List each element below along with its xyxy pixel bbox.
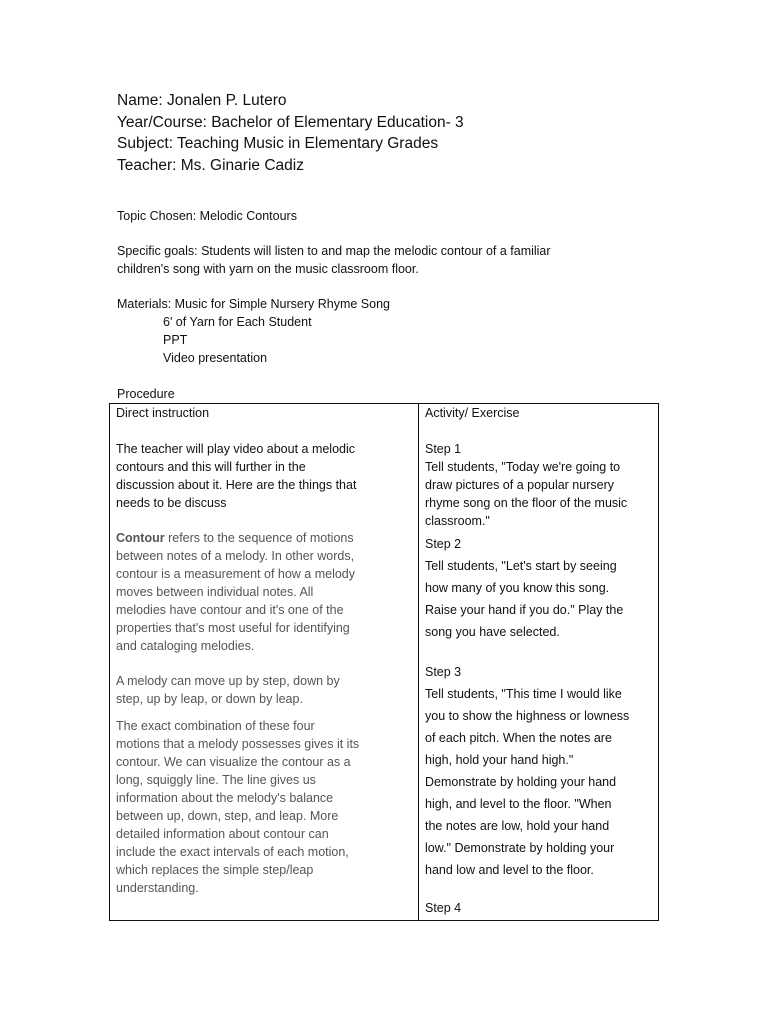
course-label: Year/Course: [117, 113, 212, 131]
text-line: of each pitch. When the notes are [425, 731, 612, 745]
material-item: PPT [163, 333, 188, 347]
text-line: properties that's most useful for identifying [116, 621, 350, 635]
subject-label: Subject: [117, 135, 178, 152]
text-line: you to show the highness or lowness [425, 709, 630, 723]
text-line: song you have selected. [425, 625, 560, 639]
subject-value: Teaching Music in Elementary Grades [177, 135, 439, 152]
text-line: low." Demonstrate by holding your [425, 841, 615, 855]
text-line: A melody can move up by step, down by [116, 674, 340, 688]
text-line: draw pictures of a popular nursery [425, 478, 614, 492]
direct-instruction-cell [110, 404, 419, 921]
text-line: the notes are low, hold your hand [425, 819, 610, 833]
materials-label: Materials: Music for Simple Nursery Rhyme Song [117, 297, 390, 311]
goals-line: children's song with yarn on the music classroom floor. [117, 262, 419, 276]
text-line: high, hold your hand high." [425, 753, 574, 767]
teacher-line [117, 155, 464, 177]
text-line: classroom." [425, 514, 490, 528]
text-line: how many of you know this song. [425, 581, 610, 595]
material-item: 6' of Yarn for Each Student [163, 315, 312, 329]
text-line: detailed information about contour can [116, 827, 329, 841]
procedure-table [109, 403, 659, 921]
contour-paragraph [116, 529, 412, 655]
name-label: Name: [117, 92, 167, 109]
text-line: Tell students, "Let's start by seeing [425, 559, 617, 573]
subject-line [117, 133, 464, 155]
procedure-label: Procedure [117, 387, 175, 401]
step-3-block [425, 661, 652, 881]
step-label: Step 4 [425, 901, 462, 915]
student-info-header [117, 90, 464, 176]
text-line: between up, down, step, and leap. More [116, 809, 339, 823]
text-line: contour is a measurement of how a melody [116, 567, 356, 581]
contour-term: Contour [116, 531, 165, 545]
text-line: understanding. [116, 881, 199, 895]
text-line: long, squiggly line. The line gives us [116, 773, 316, 787]
text-line: high, and level to the floor. "When [425, 797, 612, 811]
text-line: The teacher will play video about a melodic [116, 442, 356, 456]
intro-paragraph [116, 440, 412, 512]
material-item: Video presentation [163, 351, 268, 365]
activity-exercise-header: Activity/ Exercise [425, 406, 520, 420]
text-line: discussion about it. Here are the things that [116, 478, 357, 492]
name-line [117, 90, 464, 112]
goals-line: Specific goals: Students will listen to and map the melodic contour of a familiar [117, 244, 551, 258]
student-name: Jonalen P. Lutero [166, 92, 287, 109]
teacher-value: Ms. Ginarie Cadiz [180, 156, 304, 174]
text-line: Tell students, "This time I would like [425, 687, 622, 701]
text-line: Tell students, "Today we're going to [425, 460, 621, 474]
step-4-block [425, 899, 652, 917]
text-line: contour. We can visualize the contour as a [116, 755, 351, 769]
course-value: Bachelor of Elementary Education- 3 [211, 113, 464, 131]
combination-paragraph [116, 717, 412, 897]
materials-list [117, 295, 390, 367]
step-label: Step 3 [425, 665, 462, 679]
text-line: rhyme song on the floor of the music [425, 496, 628, 510]
text-line: moves between individual notes. All [116, 585, 314, 599]
text-line: The exact combination of these four [116, 719, 315, 733]
activity-exercise-cell [419, 404, 659, 921]
motion-paragraph [116, 672, 412, 708]
text-line [116, 529, 412, 547]
text-line: motions that a melody possesses gives it its [116, 737, 360, 751]
step-label: Step 1 [425, 442, 462, 456]
specific-goals [117, 242, 551, 278]
step-label: Step 2 [425, 537, 462, 551]
text-segment: refers to the sequence of motions [164, 531, 354, 545]
step-1-block [425, 440, 652, 530]
text-line: needs to be discuss [116, 496, 227, 510]
text-line: step, up by leap, or down by leap. [116, 692, 303, 706]
teacher-label: Teacher: [117, 156, 181, 174]
step-2-block [425, 533, 652, 643]
text-line: contours and this will further in the [116, 460, 306, 474]
text-line: which replaces the simple step/leap [116, 863, 314, 877]
text-line: Raise your hand if you do." Play the [425, 603, 624, 617]
text-line: between notes of a melody. In other words, [116, 549, 355, 563]
topic-line: Topic Chosen: Melodic Contours [117, 209, 297, 223]
course-line [117, 112, 464, 134]
direct-instruction-header: Direct instruction [116, 406, 210, 420]
text-line: Demonstrate by holding your hand [425, 775, 617, 789]
text-line: information about the melody's balance [116, 791, 334, 805]
text-line: and cataloging melodies. [116, 639, 255, 653]
text-line: hand low and level to the floor. [425, 863, 594, 877]
text-line: melodies have contour and it's one of the [116, 603, 344, 617]
text-line: include the exact intervals of each motion, [116, 845, 349, 859]
